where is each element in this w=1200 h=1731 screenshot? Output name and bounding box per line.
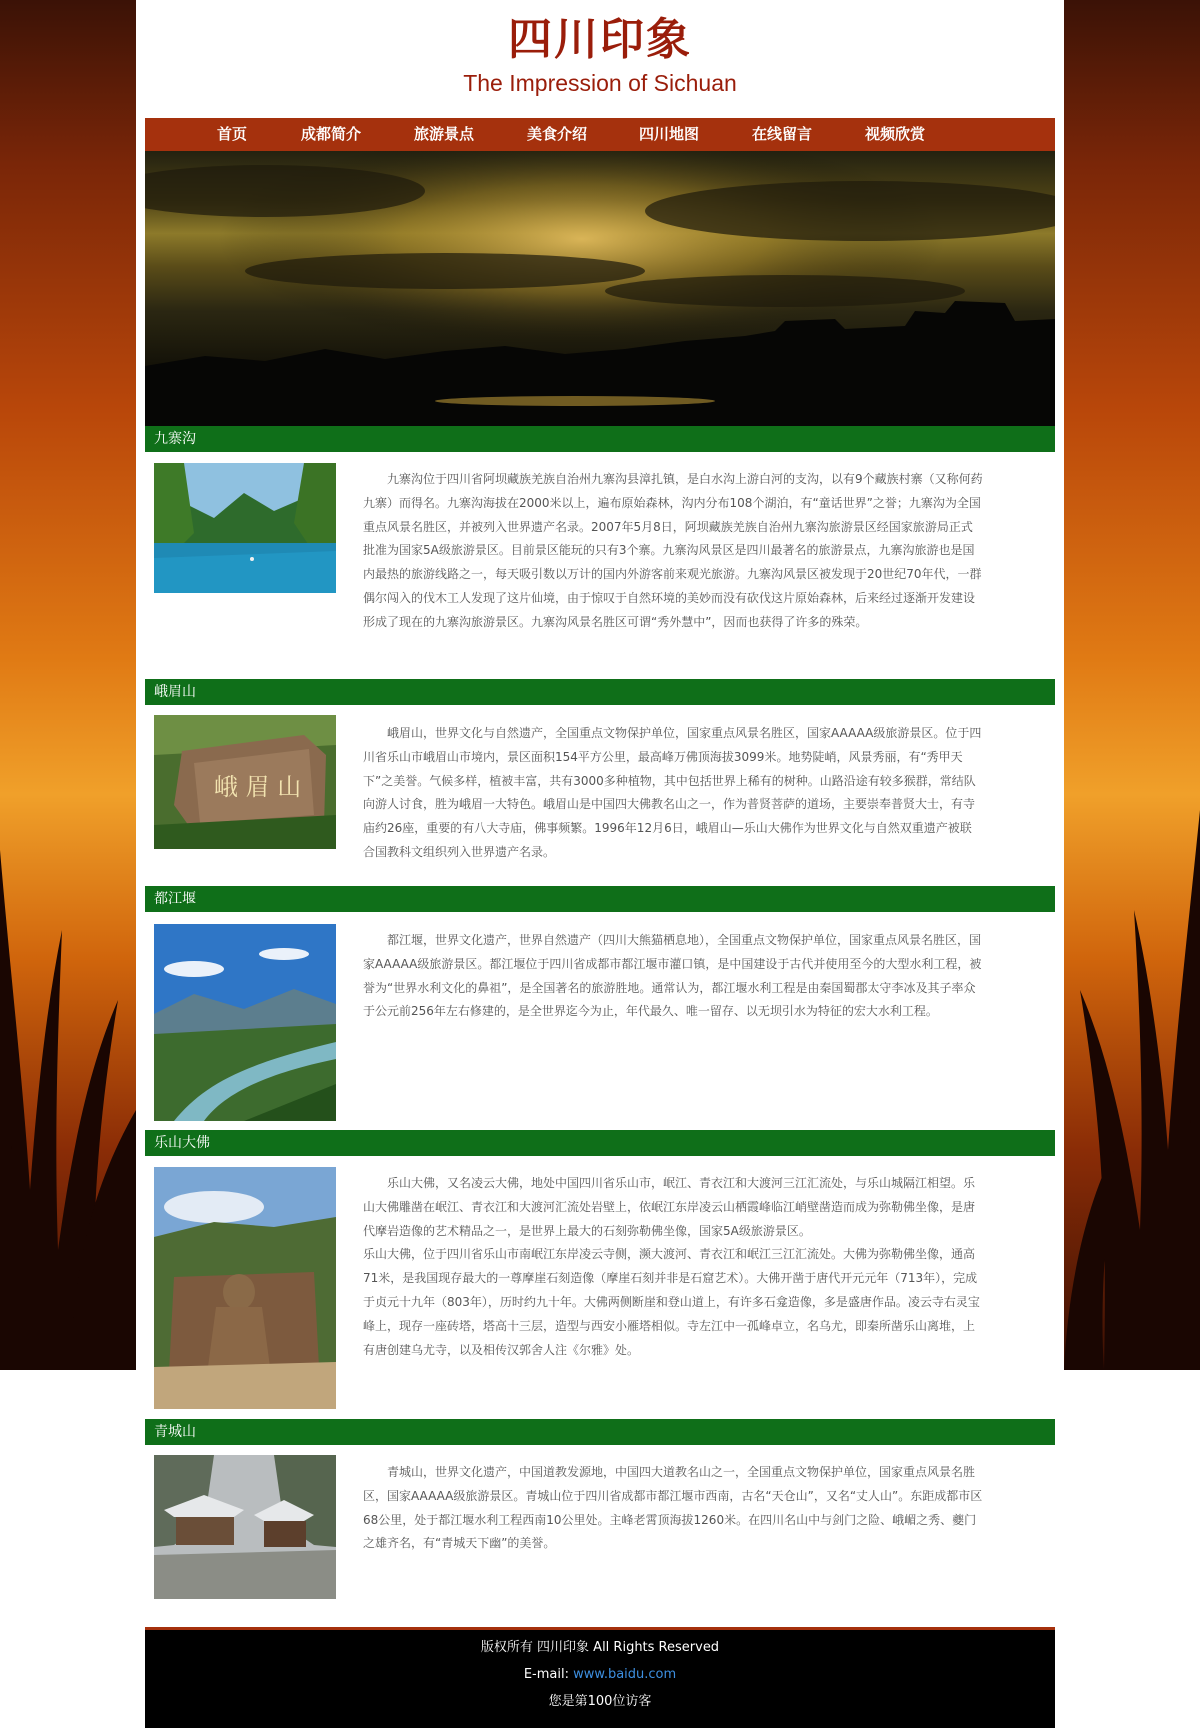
section-leshan-buddha [145,1130,1055,1419]
page-container [136,0,1064,1731]
section-paragraph: 都江堰，世界文化遗产，世界自然遗产（四川大熊猫栖息地），全国重点文物保护单位，国家重点风景名胜区，国家AAAAA级旅游景区。都江堰位于四川省成都市都江堰市灌口镇，是中国建设于古代并使用至今的大型水利工程，被誉为“世界水利文化的鼻祖”，是全国著名的旅游胜地。通常认为，都江堰水利工程是由秦国蜀郡太守李冰及其子率众于公元前256年左右修建的，是全世界迄今为止，年代最久、唯一留存、以无坝引水为特征的宏大水利工程。 [363,933,982,1019]
section-description [363,929,983,1024]
section-title[interactable]: 青城山 [145,1419,1055,1445]
section-dujiangyan [145,886,1055,1130]
section-emeishan [145,679,1055,886]
background-sunset-left [0,0,136,1370]
site-title: 四川印象 [508,14,692,65]
footer-email-label: E-mail: [523,1667,569,1682]
site-footer [145,1627,1055,1728]
background-sunset-right [1064,0,1200,1370]
section-paragraph: 乐山大佛，又名凌云大佛，地处中国四川省乐山市，岷江、青衣江和大渡河三江汇流处，与乐山城隔江相望。乐山大佛雕凿在岷江、青衣江和大渡河汇流处岩壁上，依岷江东岸凌云山栖霞峰临江峭壁凿造而成为弥勒佛坐像，是唐代摩岩造像的艺术精品之一，是世界上最大的石刻弥勒佛坐像，国家5A级旅游景区。 [363,1176,976,1238]
footer-email-link[interactable]: www.baidu.com [573,1667,677,1682]
dujiangyan-photo [154,924,336,1121]
hero-banner-image [145,151,1055,426]
svg-text:峨 眉 山: 峨 眉 山 [214,773,302,801]
section-paragraph: 峨眉山，世界文化与自然遗产，全国重点文物保护单位，国家重点风景名胜区，国家AAAAA级旅游景区。位于四川省乐山市峨眉山市境内，景区面积154平方公里，最高峰万佛顶海拔3099米。地势陡峭，风景秀丽，有“秀甲天下”之美誉。气候多样，植被丰富，共有3000多种植物，其中包括世界上稀有的树种。山路沿途有较多猴群，常结队向游人讨食，胜为峨眉一大特色。峨眉山是中国四大佛教名山之一，作为普贤菩萨的道场，主要崇奉普贤大士，有寺庙约26座，重要的有八大寺庙，佛事频繁。1996年12月6日，峨眉山—乐山大佛作为世界文化与自然双重遗产被联合国教科文组织列入世界遗产名录。 [363,726,982,859]
nav-item-chengdu-intro[interactable]: 成都简介 [301,125,362,143]
section-jiuzhaigou [145,426,1055,679]
section-qingchengshan [145,1419,1055,1619]
nav-item-attractions[interactable]: 旅游景点 [414,125,475,143]
section-paragraph: 青城山，世界文化遗产，中国道教发源地，中国四大道教名山之一，全国重点文物保护单位，国家重点风景名胜区，国家AAAAA级旅游景区。青城山位于四川省成都市都江堰市西南，古名“天仓山”，又名“丈人山”。东距成都市区68公里，处于都江堰水利工程西南10公里处。主峰老霄顶海拔1260米。在四川名山中与剑门之险、峨嵋之秀、夔门之雄齐名，有“青城天下幽”的美誉。 [363,1465,983,1551]
emeishan-photo [154,715,336,849]
leshan-buddha-photo [154,1167,336,1409]
footer-visitor-count: 您是第100位访客 [548,1694,652,1709]
footer-copyright: 版权所有 四川印象 All Rights Reserved [480,1640,720,1655]
section-description [363,722,983,865]
section-title[interactable]: 峨眉山 [145,679,1055,705]
section-title[interactable]: 都江堰 [145,886,1055,912]
nav-item-guestbook[interactable]: 在线留言 [752,125,813,143]
site-header [136,0,1064,118]
section-description [363,1461,983,1556]
site-subtitle: The Impression of Sichuan [463,70,737,96]
jiuzhaigou-photo [154,463,336,593]
main-nav [145,118,1055,151]
section-title[interactable]: 九寨沟 [145,426,1055,452]
section-paragraph: 九寨沟位于四川省阿坝藏族羌族自治州九寨沟县漳扎镇，是白水沟上游白河的支沟，以有9个藏族村寨（又称何药九寨）而得名。九寨沟海拔在2000米以上，遍布原始森林，沟内分布108个湖泊，有“童话世界”之誉；九寨沟为全国重点风景名胜区，并被列入世界遗产名录。2007年5月8日，阿坝藏族羌族自治州九寨沟旅游景区经国家旅游局正式批准为国家5A级旅游景区。目前景区能玩的只有3个寨。九寨沟风景区是四川最著名的旅游景点，九寨沟旅游也是国内最热的旅游线路之一，每天吸引数以万计的国内外游客前来观光旅游。九寨沟风景区被发现于20世纪70年代，一群偶尔闯入的伐木工人发现了这片仙境，由于惊叹于自然环境的美妙而没有砍伐这片原始森林，后来经过逐渐开发建设形成了现在的九寨沟旅游景区。九寨沟风景名胜区可谓“秀外慧中”，因而也获得了许多的殊荣。 [363,472,983,629]
section-title[interactable]: 乐山大佛 [145,1130,1055,1156]
qingchengshan-photo [154,1455,336,1599]
section-paragraph: 乐山大佛，位于四川省乐山市南岷江东岸凌云寺侧，濒大渡河、青衣江和岷江三江汇流处。大佛为弥勒佛坐像，通高71米，是我国现存最大的一尊摩崖石刻造像（摩崖石刻并非是石窟艺术）。大佛开凿于唐代开元元年（713年），完成于贞元十九年（803年），历时约九十年。大佛两侧断崖和登山道上，有许多石龛造像，多是盛唐作品。凌云寺右灵宝峰上，现存一座砖塔，塔高十三层，造型与西安小雁塔相似。寺左江中一孤峰卓立，名乌尤，即秦所凿乐山离堆，上有唐创建乌尤寺，以及相传汉郭舍人注《尔雅》处。 [363,1247,980,1357]
section-description [363,468,983,635]
footer-email-row [145,1661,1055,1688]
section-description [363,1172,983,1362]
nav-item-map[interactable]: 四川地图 [639,125,700,143]
nav-item-videos[interactable]: 视频欣赏 [865,125,926,143]
nav-item-food[interactable]: 美食介绍 [527,125,588,143]
nav-item-home[interactable]: 首页 [217,125,248,143]
